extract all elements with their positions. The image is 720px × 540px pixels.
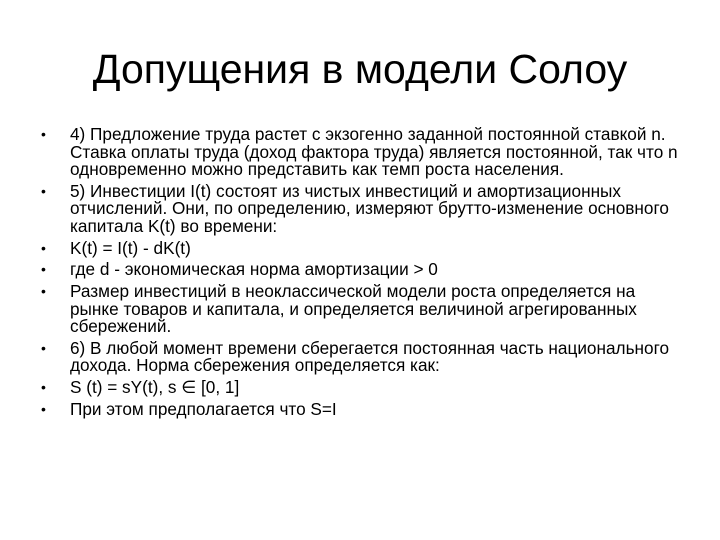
bullet-dot: • bbox=[41, 182, 46, 199]
bullet-text: Размер инвестиций в неоклассической модели роста определяется на рынке товаров и капитала, и определяется величиной агрегированных сбережений. bbox=[70, 281, 637, 337]
bullet-item bbox=[40, 126, 680, 179]
bullet-dot: • bbox=[41, 261, 46, 278]
bullet-dot: • bbox=[41, 239, 46, 256]
bullet-list bbox=[40, 126, 680, 423]
bullet-dot: • bbox=[41, 401, 46, 418]
bullet-item bbox=[40, 401, 680, 419]
bullet-text: 5) Инвестиции I(t) состоят из чистых инвестиций и амортизационных отчислений. Они, по определению, измеряют брутто-изменение основного капитала K(t) во времени: bbox=[70, 180, 669, 236]
bullet-dot: • bbox=[41, 379, 46, 396]
bullet-text: S (t) = sY(t), s ∈ [0, 1] bbox=[70, 377, 240, 398]
bullet-item bbox=[40, 337, 680, 376]
bullet-text: где d - экономическая норма амортизации > 0 bbox=[70, 259, 438, 280]
bullet-text: При этом предполагается что S=I bbox=[70, 399, 337, 420]
bullet-text: 6) В любой момент времени сберегается постоянная часть национального дохода. Норма сбережения определяется как: bbox=[70, 337, 670, 376]
bullet-text: K(t) = I(t) - dK(t) bbox=[70, 237, 191, 258]
bullet-item bbox=[40, 261, 680, 279]
bullet-text: 4) Предложение труда растет с экзогенно заданной постоянной ставкой n. Ставка оплаты труда (доход фактора труда) является постоянной, так что n одновременно можно представить как темп роста населения. bbox=[70, 124, 678, 179]
bullet-dot: • bbox=[41, 339, 46, 356]
bullet-dot: • bbox=[41, 283, 46, 300]
slide-title: Допущения в модели Солоу bbox=[92, 46, 628, 92]
bullet-item bbox=[40, 180, 680, 236]
bullet-item bbox=[40, 237, 680, 258]
bullet-dot: • bbox=[41, 126, 46, 142]
bullet-item bbox=[40, 379, 680, 397]
bullet-item bbox=[40, 283, 680, 336]
